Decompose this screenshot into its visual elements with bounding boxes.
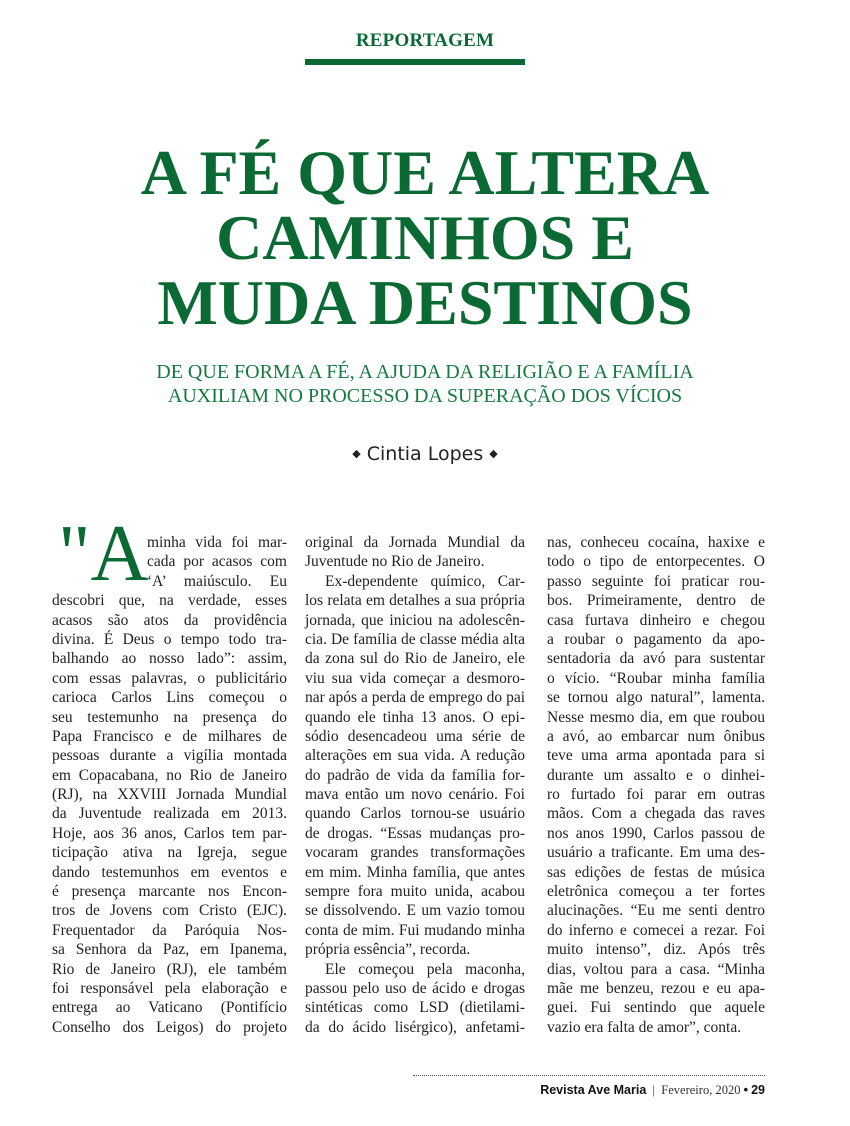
text-line: própria essência”, recorda. (305, 941, 471, 959)
text-line: vazio era falta de amor”, conta. (547, 1018, 742, 1036)
text-line: bos. Primeiramente, dentro de (547, 592, 765, 610)
text-line: Conselho dos Leigos) do projeto (52, 1018, 287, 1036)
text-line: alterações em sua vida. A redução (305, 747, 525, 765)
diamond-icon: ◆ (352, 447, 361, 460)
text-line: sempre fora muito unida, acabou (305, 883, 525, 901)
text-line: em mim. Minha família, que antes (305, 863, 525, 881)
subtitle-line: DE QUE FORMA A FÉ, A AJUDA DA RELIGIÃO E A FAMÍLIA (156, 361, 694, 383)
text-line: ticipação ativa na Igreja, segue (52, 844, 287, 862)
page-footer (540, 1083, 765, 1098)
text-line: nar após a perda de emprego do pai (305, 689, 525, 707)
article-title (0, 137, 850, 338)
text-line: acasos são atos da providência (52, 611, 287, 629)
text-line: quando ele tinha 13 anos. O epi- (305, 708, 525, 726)
text-line: Ele começou pela maconha, (325, 960, 525, 978)
text-column-3 (547, 533, 765, 1037)
page-number: 29 (751, 1083, 765, 1097)
text-line: pessoas durante a vigília montada (52, 747, 287, 765)
text-line: sódio desencadeou uma série de (305, 727, 525, 745)
title-line: A FÉ QUE ALTERA (140, 137, 710, 208)
text-line: é presença marcante nos Encon- (52, 883, 287, 901)
text-line: casa furtava dinheiro e chegou (547, 611, 765, 629)
text-line: Frequentador da Paróquia Nos- (52, 921, 287, 939)
text-line: los relata em detalhes a sua própria (305, 592, 525, 610)
text-line: conta de mim. Fui mudando minha (305, 921, 525, 939)
text-line: de drogas. “Essas mudanças pro- (305, 824, 525, 842)
text-line: Juventude no Rio de Janeiro. (305, 553, 485, 571)
text-line: muito intenso”, diz. Após três (547, 941, 765, 959)
text-line: entrega ao Vaticano (Pontifício (52, 999, 287, 1017)
text-line: Rio de Janeiro (RJ), ele também (52, 960, 287, 978)
text-line: o vício. “Roubar minha família (547, 669, 765, 687)
text-line: da zona sul do Rio de Janeiro, ele (305, 650, 525, 668)
text-line: da Juventude realizada em 2013. (52, 805, 287, 823)
text-line: a roubar o pagamento da apo- (547, 630, 765, 648)
text-line: seu testemunho na presença do (52, 708, 287, 726)
text-line: eletrônica começou a ter fortes (547, 883, 765, 901)
text-line: nos anos 1990, Carlos passou de (547, 824, 765, 842)
issue-date: Fevereiro, 2020 (661, 1083, 741, 1097)
text-line: do inferno e comecei a rezar. Foi (547, 921, 765, 939)
footer-separator: | (652, 1083, 656, 1097)
text-line: original da Jornada Mundial da (305, 534, 525, 551)
text-line: Hoje, aos 36 anos, Carlos tem par- (52, 824, 287, 842)
text-line: tros de Jovens com Cristo (EJC). (52, 902, 287, 920)
text-column-2 (305, 533, 525, 1037)
text-line: Nesse mesmo dia, em que roubou (547, 708, 765, 726)
text-line: usuário a traficante. Em uma des- (547, 844, 765, 862)
text-line: do padrão de vida da família for- (305, 766, 525, 784)
text-line: durante um assalto e o dinhei- (547, 766, 765, 784)
text-line: todo o tipo de entorpecentes. O (547, 553, 765, 571)
text-line: a avó, ao embarcar num ônibus (547, 727, 765, 745)
text-line: balhando ao nosso lado”: assim, (52, 650, 287, 668)
text-line: dando testemunhos em eventos e (52, 863, 287, 881)
drop-cap: "A (58, 510, 149, 598)
text-line: nas, conheceu cocaína, haxixe e (547, 534, 765, 551)
text-line: Ex-dependente químico, Car- (325, 572, 525, 590)
section-label: REPORTAGEM (355, 30, 495, 51)
text-line: quando Carlos tornou-se usuário (305, 805, 525, 823)
author-name: Cintia Lopes (366, 443, 484, 465)
title-line: CAMINHOS E (216, 202, 634, 273)
text-line: passou pelo uso de ácido e drogas (305, 979, 525, 997)
text-line: cada por acasos com (147, 553, 287, 571)
text-line: sentadoria da avó para sustentar (547, 650, 765, 668)
text-line: mava então um novo cenário. Foi (305, 786, 525, 804)
text-line: alucinações. “Eu me senti dentro (547, 902, 765, 920)
text-line: jornada, que iniciou na adolescên- (305, 611, 525, 629)
text-line: ro furtado foi parar em outras (547, 786, 765, 804)
text-line: passo seguinte foi praticar rou- (547, 572, 765, 590)
title-line: MUDA DESTINOS (157, 267, 693, 338)
magazine-name: Revista Ave Maria (540, 1083, 647, 1097)
text-line: teve uma arma apontada para si (547, 747, 765, 765)
text-line: sa Senhora da Paz, em Ipanema, (52, 941, 287, 959)
text-line: minha vida foi mar- (147, 534, 287, 551)
text-line: divina. É Deus o tempo todo tra- (52, 630, 287, 648)
byline (0, 443, 850, 465)
text-line: mãe me benzeu, rezou e eu apa- (547, 979, 765, 997)
text-line: (RJ), na XXVIII Jornada Mundial (52, 786, 287, 804)
text-line: se dissolvendo. E um vazio tomou (305, 902, 525, 920)
text-line: carioca Carlos Lins começou o (52, 689, 287, 707)
text-line: se tornou algo natural”, lamenta. (547, 689, 765, 707)
section-underline (305, 59, 525, 65)
subtitle-line: AUXILIAM NO PROCESSO DA SUPERAÇÃO DOS VÍCIOS (167, 385, 683, 407)
footer-bullet: • (743, 1083, 748, 1097)
text-line: sas edições de festas de música (547, 863, 765, 881)
text-line: viu sua vida começar a desmoro- (305, 669, 525, 687)
text-line: em Copacabana, no Rio de Janeiro (52, 766, 287, 784)
text-line: com essas palavras, o publicitário (52, 669, 287, 687)
footer-divider (413, 1075, 765, 1076)
text-line: guei. Fui sentindo que aquele (547, 999, 765, 1017)
text-line: vocaram grandes transformações (305, 844, 525, 862)
article-subtitle (0, 360, 850, 408)
text-line: foi responsável pela elaboração e (52, 979, 287, 997)
text-line: sintéticas como LSD (dietilami- (305, 999, 525, 1017)
text-line: dias, voltou para a casa. “Minha (547, 960, 765, 978)
text-column-1 (52, 533, 287, 1037)
text-line: descobri que, na verdade, esses (52, 592, 287, 610)
text-line: Papa Francisco e de milhares de (52, 727, 287, 745)
text-line: da do ácido lisérgico), anfetami- (305, 1018, 525, 1036)
text-line: ‘A’ maiúsculo. Eu (147, 572, 287, 590)
text-line: cia. De família de classe média alta (305, 630, 525, 648)
text-line: mãos. Com a chegada das raves (547, 805, 765, 823)
diamond-icon: ◆ (489, 447, 498, 460)
